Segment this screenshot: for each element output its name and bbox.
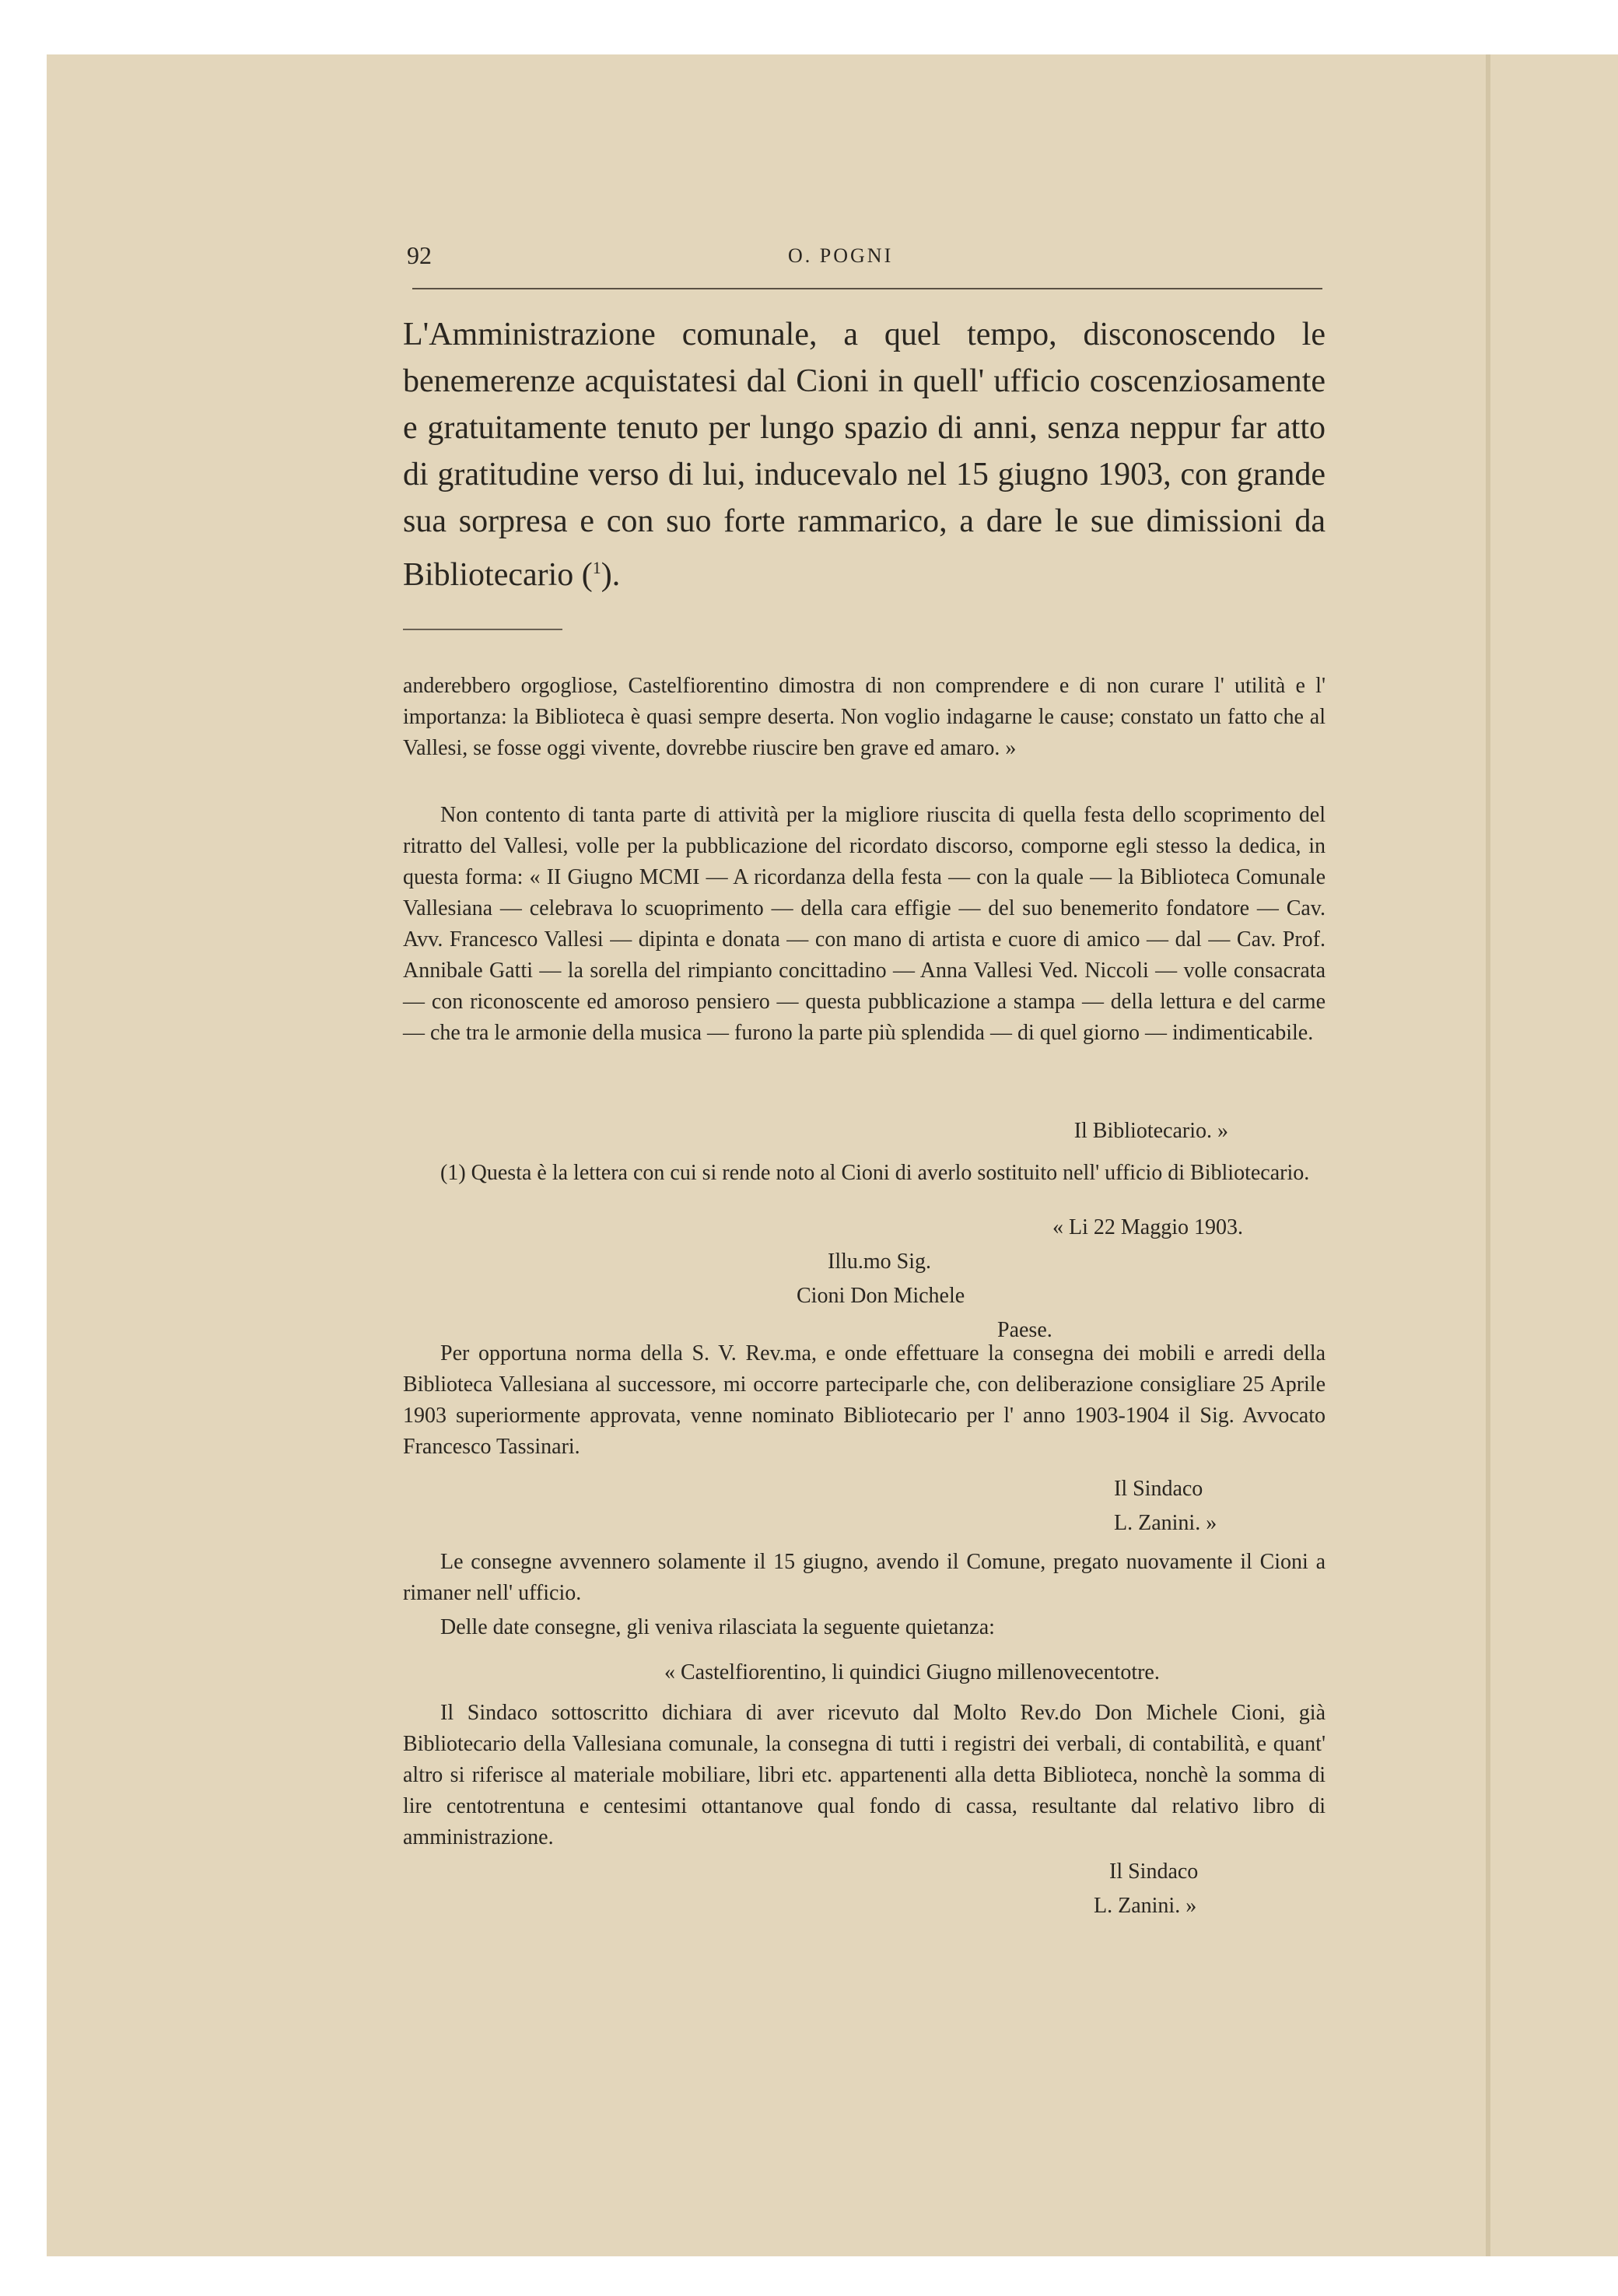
letter-signature	[403, 1472, 1326, 1541]
letter-place: Paese.	[997, 1318, 1052, 1342]
receipt-body: Il Sindaco sottoscritto dichiara di aver ricevuto dal Molto Rev.do Don Michele Cioni, già Bibliotecario della Vallesiana comunale, la consegna di tutti i registri dei verbali, di contabilità, e quant' altro si riferisce al materiale mobiliare, libri etc. appartenenti alla detta Biblioteca, nonchè la somma di lire centotrentuna e centesimi ottantanove qual fondo di cassa, resultante dal relativo libro di amministrazione.	[403, 1701, 1326, 1849]
footnote-continuation: anderebbero orgogliose, Castelfiorentino dimostra di non comprendere e di non curare l' utilità e l' importanza: la Biblioteca è quasi sempre deserta. Non voglio indagarne le cause; constato un fatto che al Vallesi, se fosse oggi vivente, dovrebbe riuscire ben grave ed amaro. »	[403, 674, 1326, 760]
page-header	[407, 241, 1325, 282]
dedication-signature-row	[403, 1114, 1326, 1148]
quietanza-intro: Delle date consegne, gli veniva rilasciata la seguente quietanza:	[440, 1615, 995, 1639]
header-rule	[412, 288, 1322, 289]
letter-date: « Li 22 Maggio 1903.	[1052, 1215, 1243, 1239]
receipt-heading: « Castelfiorentino, li quindici Giugno millenovecentotre.	[664, 1660, 1160, 1684]
dedication-signature: Il Bibliotecario. »	[1073, 1119, 1228, 1143]
receipt-signature-name: L. Zanini. »	[1094, 1894, 1197, 1918]
letter-signature-title: Il Sindaco	[1114, 1477, 1203, 1501]
receipt-heading-row	[403, 1656, 1326, 1690]
receipt-signature-title: Il Sindaco	[1109, 1860, 1199, 1884]
footnote-marker: 1	[592, 558, 601, 577]
letter-body: Per opportuna norma della S. V. Rev.ma, e onde effettuare la consegna dei mobili e arredi della Biblioteca Vallesiana al successore, mi occorre parteciparle che, con deliberazione consigliare 25 Aprile 1903 superiormente approvata, venne nominato Bibliotecario per l' anno 1903-1904 il Sig. Avvocato Francesco Tassinari.	[403, 1341, 1326, 1459]
next-page-edge	[1486, 54, 1490, 2256]
footnote-dedication: Non contento di tanta parte di attività per la migliore riuscita di quella festa dello scoprimento del ritratto del Vallesi, volle per la pubblicazione del ricordato discorso, comporne egli stesso la dedica, in questa forma: « II Giugno MCMI — A ricordanza della festa — con la quale — la Biblioteca Comunale Vallesiana — celebrava lo scuoprimento — della cara effigie — del suo benemerito fondatore — Cav. Avv. Francesco Vallesi — dipinta e donata — con mano di artista e cuore di amico — dal — Cav. Prof. Annibale Gatti — la sorella del rimpianto concittadino — Anna Vallesi Ved. Niccoli — volle consacrata — con riconoscente ed amoroso pensiero — questa pubblicazione a stampa — della lettura e del carme — che tra le armonie della musica — furono la parte più splendida — di quel giorno — indimenticabile.	[403, 803, 1326, 1045]
receipt-signature	[403, 1855, 1326, 1923]
letter-addressee: Cioni Don Michele	[797, 1284, 965, 1308]
page-number: 92	[407, 241, 432, 269]
footnote-1: (1) Questa è la lettera con cui si rende noto al Cioni di averlo sostituito nell' ufficio di Bibliotecario.	[440, 1161, 1310, 1185]
letter-salutation: Illu.mo Sig.	[828, 1250, 932, 1274]
letter-header	[403, 1211, 1326, 1348]
letter-signature-name: L. Zanini. »	[1114, 1511, 1217, 1535]
running-head: O. POGNI	[788, 244, 894, 267]
main-paragraph: L'Amministrazione comunale, a quel tempo, disconoscendo le benemerenze acquistatesi dal Cioni in quell' ufficio coscenziosamente e gratuitamente tenuto per lungo spazio di anni, senza neppur far atto di gratitudine verso di lui, inducevalo nel 15 giugno 1903, con grande sua sorpresa e con suo forte rammarico, a dare le sue dimissioni da Bibliotecario ($^1$).	[403, 317, 1326, 593]
footnote-separator	[403, 629, 562, 630]
consegne-note: Le consegne avvennero solamente il 15 giugno, avendo il Comune, pregato nuovamente il Cioni a rimaner nell' ufficio.	[403, 1550, 1326, 1605]
